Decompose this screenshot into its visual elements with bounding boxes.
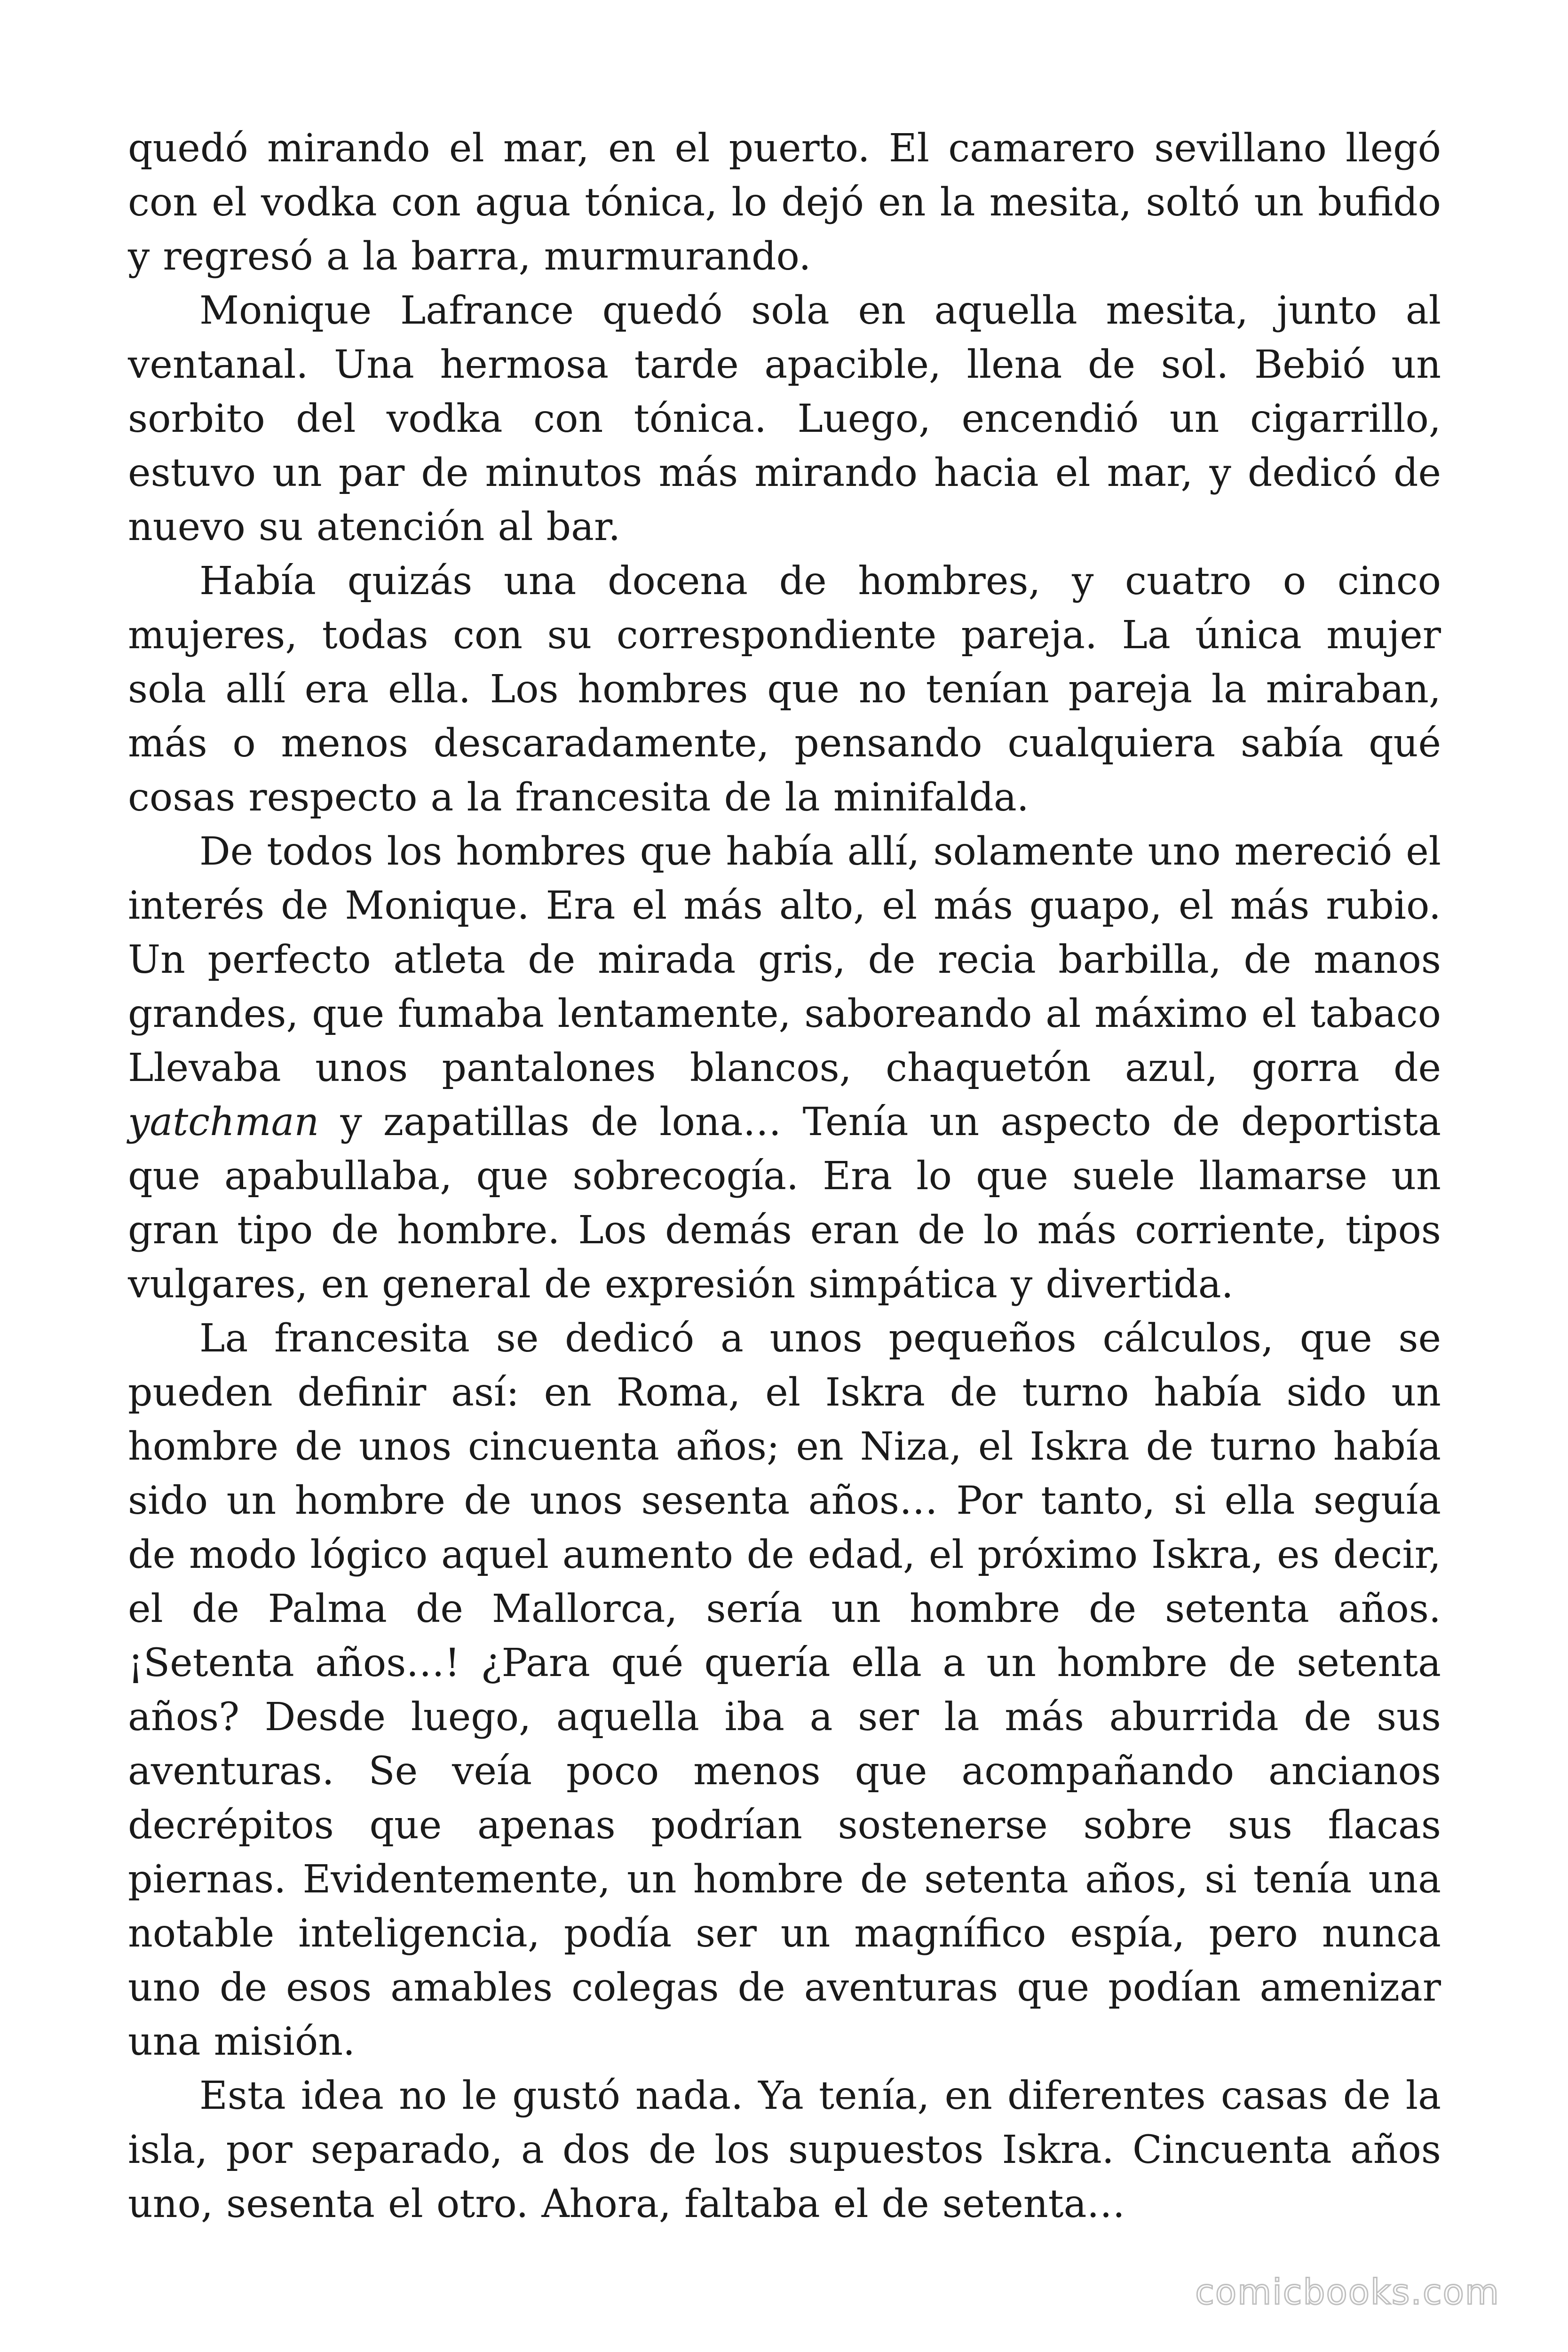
- page-body: [128, 121, 1441, 2231]
- italic-term: yatchman: [128, 1100, 319, 1144]
- paragraph-4: [128, 825, 1441, 1311]
- paragraph-4-text-a: De todos los hombres que había allí, solamente uno mereció el interés de Monique. Era el más alto, el más guapo, el más rubio. Un perfecto atleta de mirada gris, de recia barbilla, de manos grandes, que fumaba lentamente, saboreando al máximo el tabaco Llevaba unos pantalones blancos, chaquetón azul, gorra de: [128, 829, 1441, 1090]
- paragraph-6: Esta idea no le gustó nada. Ya tenía, en diferentes casas de la isla, por separado, a dos de los supuestos Iskra. Cincuenta años uno, sesenta el otro. Ahora, faltaba el de setenta…: [128, 2074, 1441, 2226]
- paragraph-5: La francesita se dedicó a unos pequeños cálculos, que se pueden definir así: en Roma, el Iskra de turno había sido un hombre de unos cincuenta años; en Niza, el Iskra de turno había sido un hombre de unos sesenta años… Por tanto, si ella seguía de modo lógico aquel aumento de edad, el próximo Iskra, es decir, el de Palma de Mallorca, sería un hombre de setenta años. ¡Setenta años…! ¿Para qué quería ella a un hombre de setenta años? Desde luego, aquella iba a ser la más aburrida de sus aventuras. Se veía poco menos que acompañando ancianos decrépitos que apenas podrían sostenerse sobre sus flacas piernas. Evidentemente, un hombre de setenta años, si tenía una notable inteligencia, podía ser un magnífico espía, pero nunca uno de esos amables colegas de aventuras que podían amenizar una misión.: [128, 1316, 1441, 2064]
- paragraph-1: quedó mirando el mar, en el puerto. El camarero sevillano llegó con el vodka con agua tónica, lo dejó en la mesita, soltó un bufido y regresó a la barra, murmurando.: [128, 126, 1441, 279]
- watermark-logo: comicbooks.com: [1195, 2272, 1500, 2312]
- paragraph-4-text-b: y zapatillas de lona… Tenía un aspecto de deportista que apabullaba, que sobrecogía. Era lo que suele llamarse un gran tipo de hombre. Los demás eran de lo más corriente, tipos vulgares, en general de expresión simpática y divertida.: [128, 1100, 1441, 1307]
- paragraph-3: Había quizás una docena de hombres, y cuatro o cinco mujeres, todas con su correspondiente pareja. La única mujer sola allí era ella. Los hombres que no tenían pareja la miraban, más o menos descaradamente, pensando cualquiera sabía qué cosas respecto a la francesita de la minifalda.: [128, 559, 1441, 820]
- paragraph-2: Monique Lafrance quedó sola en aquella mesita, junto al ventanal. Una hermosa tarde apacible, llena de sol. Bebió un sorbito del vodka con tónica. Luego, encendió un cigarrillo, estuvo un par de minutos más mirando hacia el mar, y dedicó de nuevo su atención al bar.: [128, 288, 1441, 549]
